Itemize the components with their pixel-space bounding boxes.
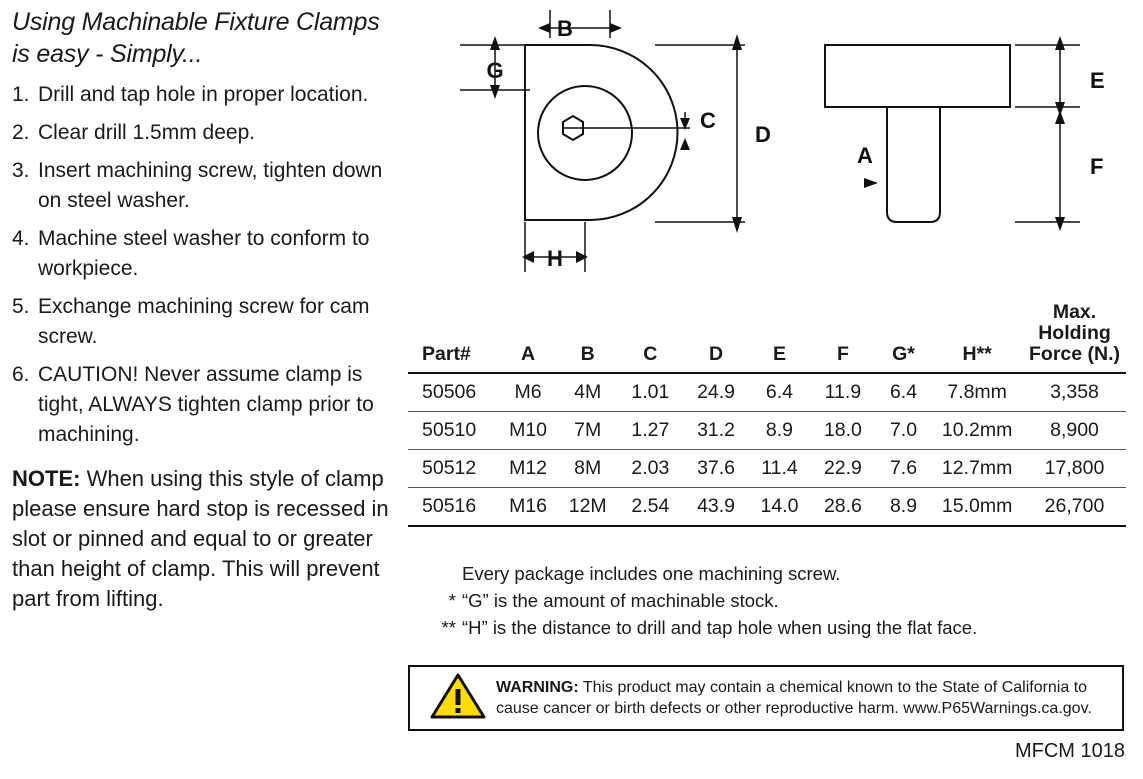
footnote-text: Every package includes one machining screw. <box>462 563 841 584</box>
b-arrow-left <box>538 23 550 33</box>
cell-h: 7.8mm <box>931 373 1023 412</box>
clamp-side-head <box>825 45 1010 107</box>
max-line-3: Force (N.) <box>1029 343 1121 365</box>
column-header-c: C <box>643 343 658 365</box>
cell-b: 7M <box>558 412 618 450</box>
instruction-step-list <box>12 80 394 450</box>
cell-d: 24.9 <box>683 373 749 412</box>
label-h: H <box>547 246 563 271</box>
step-number: 1. <box>12 83 30 106</box>
column-header-max-holding-force <box>1023 300 1126 373</box>
clamp-top-view-outline <box>525 45 678 220</box>
cell-e: 6.4 <box>749 373 810 412</box>
footnote <box>430 587 1130 614</box>
table-footnotes <box>430 560 1130 641</box>
step-number: 3. <box>12 159 30 182</box>
cell-a: M16 <box>498 488 558 527</box>
cell-h: 15.0mm <box>931 488 1023 527</box>
note-text: When using this style of clamp please ensure hard stop is recessed in slot or pinned and equal to or greater than height of clamp. This will prevent part from lifting. <box>12 466 389 611</box>
step-text: Insert machining screw, tighten down on steel washer. <box>38 159 383 212</box>
cell-force: 26,700 <box>1023 488 1126 527</box>
step-text: Machine steel washer to conform to workpiece. <box>38 227 370 280</box>
table-row <box>408 488 1126 527</box>
step-text: Drill and tap hole in proper location. <box>38 83 369 106</box>
table-row <box>408 373 1126 412</box>
prop65-warning-box <box>408 665 1124 731</box>
d-arrow-down <box>732 217 742 233</box>
cell-force: 8,900 <box>1023 412 1126 450</box>
step-text: CAUTION! Never assume clamp is tight, ALWAYS tighten clamp prior to machining. <box>38 363 374 446</box>
table-header-row <box>408 300 1126 373</box>
g-arrow-up <box>490 36 500 50</box>
column-header-a: A <box>521 343 536 365</box>
cell-e: 14.0 <box>749 488 810 527</box>
cell-c: 2.03 <box>618 450 684 488</box>
cell-part: 50512 <box>408 450 498 488</box>
cell-f: 28.6 <box>810 488 876 527</box>
cell-a: M12 <box>498 450 558 488</box>
list-item <box>12 156 394 216</box>
cell-a: M6 <box>498 373 558 412</box>
cell-g: 6.4 <box>876 373 932 412</box>
step-number: 5. <box>12 295 30 318</box>
footnote <box>430 560 1130 587</box>
max-line-2: Holding <box>1038 322 1111 344</box>
spec-table-container <box>408 300 1126 527</box>
a-arrow <box>864 178 878 188</box>
e-arrow-up <box>1055 36 1065 50</box>
specifications-table <box>408 300 1126 527</box>
b-arrow-right <box>610 23 622 33</box>
column-header-h: H** <box>962 343 992 365</box>
column-header-e: E <box>772 343 786 365</box>
list-item <box>12 224 394 284</box>
cell-h: 12.7mm <box>931 450 1023 488</box>
h-arrow-left <box>522 251 534 263</box>
column-header-part: Part# <box>422 343 471 365</box>
list-item <box>12 118 394 148</box>
cell-h: 10.2mm <box>931 412 1023 450</box>
f-arrow-down <box>1055 217 1065 231</box>
cell-c: 1.27 <box>618 412 684 450</box>
cell-part: 50516 <box>408 488 498 527</box>
list-item <box>12 80 394 110</box>
step-number: 2. <box>12 121 30 144</box>
cell-e: 8.9 <box>749 412 810 450</box>
cell-f: 18.0 <box>810 412 876 450</box>
clamp-dimension-drawing <box>400 0 1140 290</box>
cell-c: 1.01 <box>618 373 684 412</box>
step-number: 6. <box>12 363 30 386</box>
warning-triangle-icon <box>430 672 486 725</box>
label-d: D <box>755 122 771 147</box>
cell-a: M10 <box>498 412 558 450</box>
label-a: A <box>857 143 873 168</box>
note-label: NOTE: <box>12 466 81 491</box>
step-text: Exchange machining screw for cam screw. <box>38 295 370 348</box>
warning-text <box>496 677 1112 719</box>
f-arrow-up <box>1055 110 1065 124</box>
column-header-g: G* <box>892 343 915 365</box>
footnote-mark: * <box>448 590 456 611</box>
step-number: 4. <box>12 227 30 250</box>
label-f: F <box>1090 154 1104 179</box>
list-item <box>12 360 394 450</box>
cell-e: 11.4 <box>749 450 810 488</box>
footnote-mark: ** <box>441 617 456 638</box>
step-text: Clear drill 1.5mm deep. <box>38 121 256 144</box>
cell-b: 8M <box>558 450 618 488</box>
table-row <box>408 450 1126 488</box>
cell-part: 50506 <box>408 373 498 412</box>
column-header-b: B <box>580 343 595 365</box>
cell-g: 8.9 <box>876 488 932 527</box>
note-block <box>12 464 394 614</box>
cell-g: 7.6 <box>876 450 932 488</box>
instructions-panel <box>12 6 394 771</box>
cell-g: 7.0 <box>876 412 932 450</box>
document-code: MFCM 1018 <box>1014 740 1125 762</box>
table-row <box>408 412 1126 450</box>
list-item <box>12 292 394 352</box>
column-header-f: F <box>836 343 849 365</box>
cell-c: 2.54 <box>618 488 684 527</box>
cell-f: 11.9 <box>810 373 876 412</box>
cell-b: 4M <box>558 373 618 412</box>
clamp-side-shank <box>887 107 940 222</box>
cam-circle <box>538 86 632 180</box>
column-header-d: D <box>709 343 724 365</box>
cell-b: 12M <box>558 488 618 527</box>
c-arrow-up <box>680 138 690 150</box>
footnote-text: “G” is the amount of machinable stock. <box>462 590 779 611</box>
cell-f: 22.9 <box>810 450 876 488</box>
cell-force: 17,800 <box>1023 450 1126 488</box>
warning-body: This product may contain a chemical known to the State of California to cause cancer or birth defects or other reproductive harm. www.P65Warnings.ca.gov. <box>496 679 1092 717</box>
cell-d: 31.2 <box>683 412 749 450</box>
d-arrow-up <box>732 34 742 50</box>
warning-label: WARNING: <box>496 679 579 696</box>
technical-drawings <box>400 0 1140 290</box>
label-b: B <box>557 16 573 41</box>
footnote <box>430 614 1130 641</box>
cell-force: 3,358 <box>1023 373 1126 412</box>
label-e: E <box>1090 68 1105 93</box>
instructions-heading: Using Machinable Fixture Clamps is easy - Simply... <box>12 8 380 68</box>
footnote-mark <box>430 560 462 587</box>
cell-d: 37.6 <box>683 450 749 488</box>
label-c: C <box>700 108 716 133</box>
footnote-text: “H” is the distance to drill and tap hole when using the flat face. <box>462 617 978 638</box>
cell-d: 43.9 <box>683 488 749 527</box>
g-arrow-down <box>490 85 500 99</box>
max-line-1: Max. <box>1052 301 1097 323</box>
cell-part: 50510 <box>408 412 498 450</box>
label-g: G <box>486 58 504 83</box>
h-arrow-right <box>576 251 588 263</box>
